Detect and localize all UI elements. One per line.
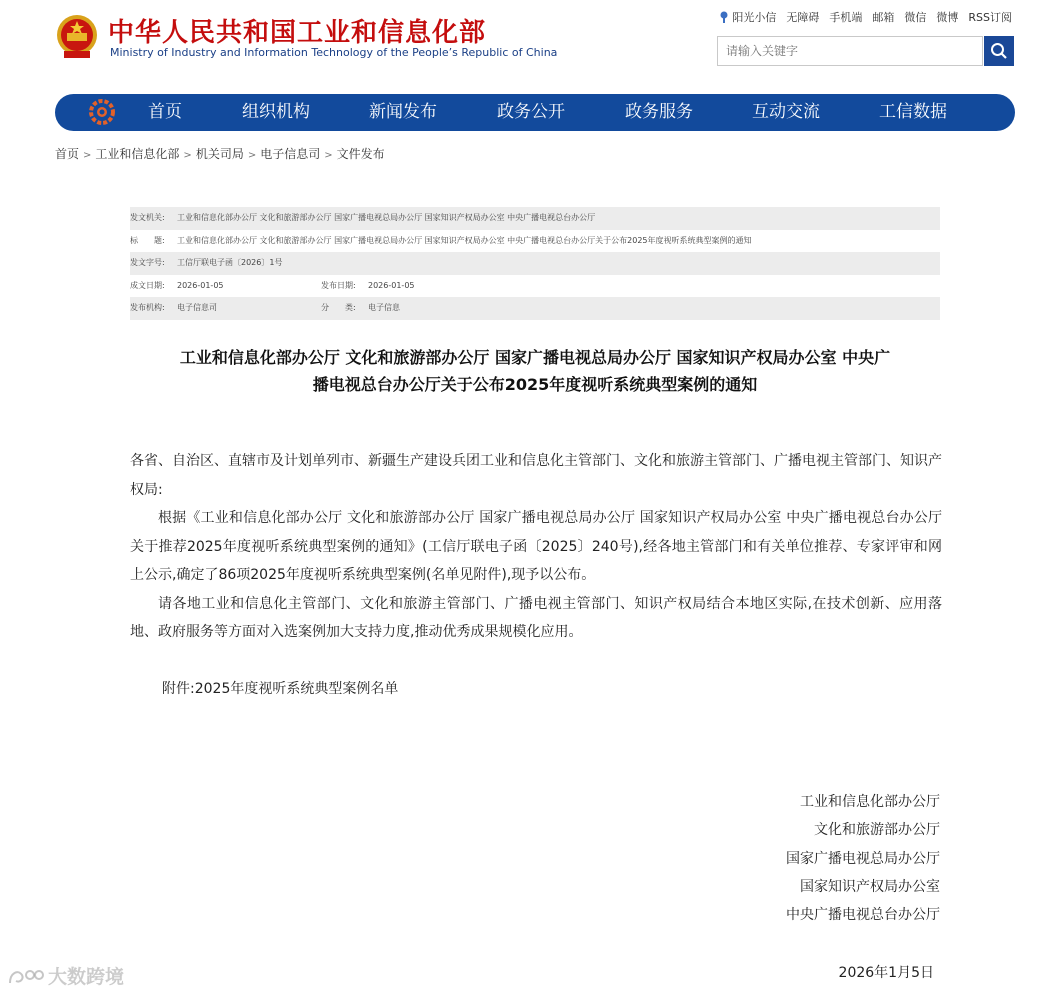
document-metadata — [130, 207, 940, 320]
meta-label: 标 题: — [130, 235, 165, 245]
site-subtitle: Ministry of Industry and Information Technology of the People’s Republic of China — [110, 46, 558, 59]
signature-line: 国家广播电视总局办公厅 — [786, 850, 940, 867]
miit-logo-icon[interactable] — [89, 99, 115, 125]
signature-line: 工业和信息化部办公厅 — [800, 794, 940, 810]
top-link-mail[interactable]: 邮箱 — [872, 11, 895, 24]
site-title[interactable]: 中华人民共和国工业和信息化部 — [108, 18, 487, 48]
breadcrumb-documents[interactable]: 文件发布 — [336, 147, 385, 161]
site-header — [0, 0, 1056, 90]
document-date: 2026年1月5日 — [838, 965, 934, 981]
meta-value: 电子信息 — [368, 303, 400, 312]
meta-row-title — [130, 230, 940, 253]
search-button[interactable] — [984, 36, 1014, 66]
top-link-wechat[interactable]: 微信 — [904, 11, 927, 24]
meta-value: 工信厅联电子函〔2026〕1号 — [177, 258, 283, 267]
breadcrumb-home[interactable]: 首页 — [55, 147, 80, 161]
meta-label: 发文机关: — [130, 213, 165, 222]
chevron-right-icon: > — [183, 150, 192, 161]
attachment-link[interactable]: 附件:2025年度视听系统典型案例名单 — [162, 681, 399, 697]
meta-row-org — [130, 297, 940, 320]
sunshine-icon — [719, 11, 729, 23]
chevron-right-icon: > — [83, 150, 92, 161]
paragraph: 请各地工业和信息化主管部门、文化和旅游主管部门、广播电视主管部门、知识产权局结合本地区实际,在技术创新、应用落地、政府服务等方面对入选案例加大支持力度,推动优秀成果规模化应用。 — [130, 595, 942, 640]
national-emblem-icon[interactable] — [55, 13, 99, 61]
document-body — [130, 447, 942, 647]
top-link-mobile[interactable]: 手机端 — [829, 11, 863, 24]
main-nav — [55, 94, 1015, 131]
meta-row-issuer — [130, 207, 940, 230]
signatures — [786, 788, 940, 929]
meta-label: 成文日期: — [130, 280, 165, 290]
breadcrumb — [55, 145, 385, 162]
watermark: 大数跨境 — [8, 962, 124, 989]
salutation: 各省、自治区、直辖市及计划单列市、新疆生产建设兵团工业和信息化主管部门、文化和旅游主管部门、广播电视主管部门、知识产权局: — [130, 453, 942, 498]
document-title-line: 播电视总台办公厅关于公布2025年度视听系统典型案例的通知 — [312, 375, 758, 394]
meta-value: 2026-01-05 — [177, 280, 224, 290]
nav-item-interaction[interactable]: 互动交流 — [752, 102, 820, 122]
meta-row-dates — [130, 275, 940, 298]
search-icon — [990, 42, 1008, 60]
top-links — [709, 9, 1012, 25]
document-title — [130, 344, 940, 398]
meta-label: 发文字号: — [130, 258, 165, 267]
breadcrumb-electronics-dept[interactable]: 电子信息司 — [260, 147, 321, 161]
nav-item-data[interactable]: 工信数据 — [879, 102, 947, 122]
meta-row-doc-number — [130, 252, 940, 275]
meta-value: 电子信息司 — [177, 303, 217, 312]
top-link-accessibility[interactable]: 无障碍 — [786, 11, 820, 24]
search-input[interactable] — [718, 37, 984, 65]
signature-line: 文化和旅游部办公厅 — [814, 822, 940, 839]
watermark-logo-icon — [8, 967, 44, 987]
chevron-right-icon: > — [247, 150, 257, 161]
document-title-line: 工业和信息化部办公厅 文化和旅游部办公厅 国家广播电视总局办公厅 国家知识产权局办公室 中央广 — [179, 348, 891, 367]
nav-item-news[interactable]: 新闻发布 — [369, 102, 437, 122]
nav-item-organization[interactable]: 组织机构 — [242, 102, 310, 122]
meta-value: 2026-01-05 — [368, 280, 415, 290]
meta-label: 发布机构: — [130, 303, 165, 312]
top-link-rss[interactable]: RSS订阅 — [968, 11, 1012, 24]
signature-line: 中央广播电视总台办公厅 — [786, 907, 940, 924]
nav-item-home[interactable]: 首页 — [148, 102, 182, 122]
meta-value: 工业和信息化部办公厅 文化和旅游部办公厅 国家广播电视总局办公厅 国家知识产权局办公室 中央广播电视总台办公厅 — [177, 213, 596, 222]
breadcrumb-ministry[interactable]: 工业和信息化部 — [95, 147, 180, 161]
nav-item-government-services[interactable]: 政务服务 — [625, 102, 693, 122]
meta-label: 发布日期: — [321, 280, 356, 290]
top-link-weibo[interactable]: 微博 — [936, 11, 959, 24]
paragraph: 根据《工业和信息化部办公厅 文化和旅游部办公厅 国家广播电视总局办公厅 国家知识产权局办公室 中央广播电视总台办公厅关于推荐2025年度视听系统典型案例的通知》(工信厅联电子函〔2025〕240号),经各地主管部门和有关单位推荐、专家评审和网上公示,确定了86项2025年度视听系统典型案例(名单见附件),现予以公布。 — [130, 510, 942, 583]
meta-value: 工业和信息化部办公厅 文化和旅游部办公厅 国家广播电视总局办公厅 国家知识产权局办公室 中央广播电视总台办公厅关于公布2025年度视听系统典型案例的通知 — [177, 235, 752, 245]
meta-label: 分 类: — [321, 303, 356, 312]
search-box — [717, 36, 983, 66]
chevron-right-icon: > — [324, 150, 333, 161]
breadcrumb-departments[interactable]: 机关司局 — [195, 147, 244, 161]
top-link-sunshine[interactable]: 阳光小信 — [719, 9, 776, 25]
nav-item-government-affairs[interactable]: 政务公开 — [497, 102, 565, 122]
signature-line: 国家知识产权局办公室 — [800, 878, 940, 895]
